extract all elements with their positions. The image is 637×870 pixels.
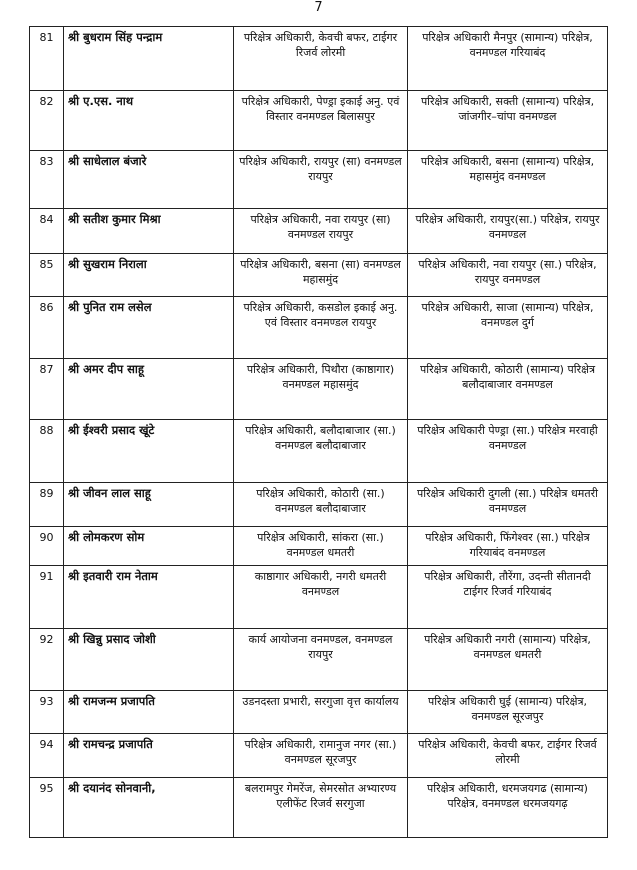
table-row (30, 566, 608, 629)
serial-number: 85 (30, 254, 64, 297)
officer-name: श्री लोमकरण सोम (64, 527, 234, 566)
current-posting: काष्ठागार अधिकारी, नगरी धमतरी वनमण्डल (234, 566, 408, 629)
serial-number: 82 (30, 91, 64, 151)
table-row (30, 91, 608, 151)
current-posting: बलरामपुर गेमरेंज, सेमरसोत अभ्यारण्य एलीफेंट रिजर्व सरगुजा (234, 778, 408, 838)
officer-name: श्री इतवारी राम नेताम (64, 566, 234, 629)
current-posting: परिक्षेत्र अधिकारी, बसना (सा) वनमण्डल महासमुंद (234, 254, 408, 297)
officer-name: श्री बुधराम सिंह पन्द्राम (64, 27, 234, 91)
officer-name: श्री रामजन्म प्रजापति (64, 691, 234, 734)
serial-number: 87 (30, 359, 64, 420)
table-row (30, 297, 608, 359)
current-posting: परिक्षेत्र अधिकारी, केवची बफर, टाईगर रिजर्व लोरमी (234, 27, 408, 91)
officer-name: श्री ईश्वरी प्रसाद खूंटे (64, 420, 234, 483)
table-row (30, 420, 608, 483)
serial-number: 90 (30, 527, 64, 566)
new-posting: परिक्षेत्र अधिकारी दुगली (सा.) परिक्षेत्र धमतरी वनमण्डल (408, 483, 608, 527)
new-posting: परिक्षेत्र अधिकारी, साजा (सामान्य) परिक्षेत्र, वनमण्डल दुर्ग (408, 297, 608, 359)
current-posting: कार्य आयोजना वनमण्डल, वनमण्डल रायपुर (234, 629, 408, 691)
table-row (30, 629, 608, 691)
table-row (30, 359, 608, 420)
officer-name: श्री अमर दीप साहू (64, 359, 234, 420)
serial-number: 93 (30, 691, 64, 734)
serial-number: 92 (30, 629, 64, 691)
officer-name: श्री सतीश कुमार मिश्रा (64, 209, 234, 254)
table-row (30, 209, 608, 254)
new-posting: परिक्षेत्र अधिकारी, केवची बफर, टाईगर रिजर्व लोरमी (408, 734, 608, 778)
current-posting: परिक्षेत्र अधिकारी, पेण्ड्रा इकाई अनु. एवं विस्तार वनमण्डल बिलासपुर (234, 91, 408, 151)
serial-number: 84 (30, 209, 64, 254)
transfer-table (29, 26, 608, 838)
current-posting: परिक्षेत्र अधिकारी, नवा रायपुर (सा) वनमण्डल रायपुर (234, 209, 408, 254)
new-posting: परिक्षेत्र अधिकारी घुई (सामान्य) परिक्षेत्र, वनमण्डल सूरजपुर (408, 691, 608, 734)
current-posting: परिक्षेत्र अधिकारी, कसडोल इकाई अनु. एवं विस्तार वनमण्डल रायपुर (234, 297, 408, 359)
table-row (30, 27, 608, 91)
table-row (30, 778, 608, 838)
officer-name: श्री साधेलाल बंजारे (64, 151, 234, 209)
page-number: 7 (314, 0, 323, 15)
officer-name: श्री खिन्नु प्रसाद जोशी (64, 629, 234, 691)
new-posting: परिक्षेत्र अधिकारी, कोठारी (सामान्य) परिक्षेत्र बलौदाबाजार वनमण्डल (408, 359, 608, 420)
officer-name: श्री जीवन लाल साहू (64, 483, 234, 527)
new-posting: परिक्षेत्र अधिकारी, बसना (सामान्य) परिक्षेत्र, महासमुंद वनमण्डल (408, 151, 608, 209)
table-row (30, 483, 608, 527)
table-row (30, 691, 608, 734)
table-row (30, 151, 608, 209)
serial-number: 94 (30, 734, 64, 778)
serial-number: 89 (30, 483, 64, 527)
officer-name: श्री सुखराम निराला (64, 254, 234, 297)
new-posting: परिक्षेत्र अधिकारी, फिंगेश्वर (सा.) परिक्षेत्र गरियाबंद वनमण्डल (408, 527, 608, 566)
table-row (30, 527, 608, 566)
current-posting: परिक्षेत्र अधिकारी, रामानुज नगर (सा.) वनमण्डल सूरजपुर (234, 734, 408, 778)
new-posting: परिक्षेत्र अधिकारी, सक्ती (सामान्य) परिक्षेत्र, जांजगीर–चांपा वनमण्डल (408, 91, 608, 151)
current-posting: उडनदस्ता प्रभारी, सरगुजा वृत्त कार्यालय (234, 691, 408, 734)
new-posting: परिक्षेत्र अधिकारी मैनपुर (सामान्य) परिक्षेत्र, वनमण्डल गरियाबंद (408, 27, 608, 91)
officer-name: श्री पुनित राम लसेल (64, 297, 234, 359)
serial-number: 88 (30, 420, 64, 483)
officer-name: श्री ए.एस. नाथ (64, 91, 234, 151)
new-posting: परिक्षेत्र अधिकारी, रायपुर(सा.) परिक्षेत्र, रायपुर वनमण्डल (408, 209, 608, 254)
current-posting: परिक्षेत्र अधिकारी, सांकरा (सा.) वनमण्डल धमतरी (234, 527, 408, 566)
new-posting: परिक्षेत्र अधिकारी पेण्ड्रा (सा.) परिक्षेत्र मरवाही वनमण्डल (408, 420, 608, 483)
current-posting: परिक्षेत्र अधिकारी, रायपुर (सा) वनमण्डल रायपुर (234, 151, 408, 209)
serial-number: 86 (30, 297, 64, 359)
officer-name: श्री रामचन्द्र प्रजापति (64, 734, 234, 778)
new-posting: परिक्षेत्र अधिकारी नगरी (सामान्य) परिक्षेत्र, वनमण्डल धमतरी (408, 629, 608, 691)
table-row (30, 254, 608, 297)
new-posting: परिक्षेत्र अधिकारी, नवा रायपुर (सा.) परिक्षेत्र, रायपुर वनमण्डल (408, 254, 608, 297)
current-posting: परिक्षेत्र अधिकारी, पिथौरा (काष्ठागार) वनमण्डल महासमुंद (234, 359, 408, 420)
new-posting: परिक्षेत्र अधिकारी, धरमजयगढ (सामान्य) परिक्षेत्र, वनमण्डल धरमजयगढ़ (408, 778, 608, 838)
serial-number: 83 (30, 151, 64, 209)
current-posting: परिक्षेत्र अधिकारी, बलौदाबाजार (सा.) वनमण्डल बलौदाबाजार (234, 420, 408, 483)
table-row (30, 734, 608, 778)
officer-name: श्री दयानंद सोनवानी, (64, 778, 234, 838)
serial-number: 81 (30, 27, 64, 91)
current-posting: परिक्षेत्र अधिकारी, कोठारी (सा.) वनमण्डल बलौदाबाजार (234, 483, 408, 527)
new-posting: परिक्षेत्र अधिकारी, तौरेंगा, उदन्ती सीतानदी टाईगर रिजर्व गरियाबंद (408, 566, 608, 629)
serial-number: 95 (30, 778, 64, 838)
serial-number: 91 (30, 566, 64, 629)
